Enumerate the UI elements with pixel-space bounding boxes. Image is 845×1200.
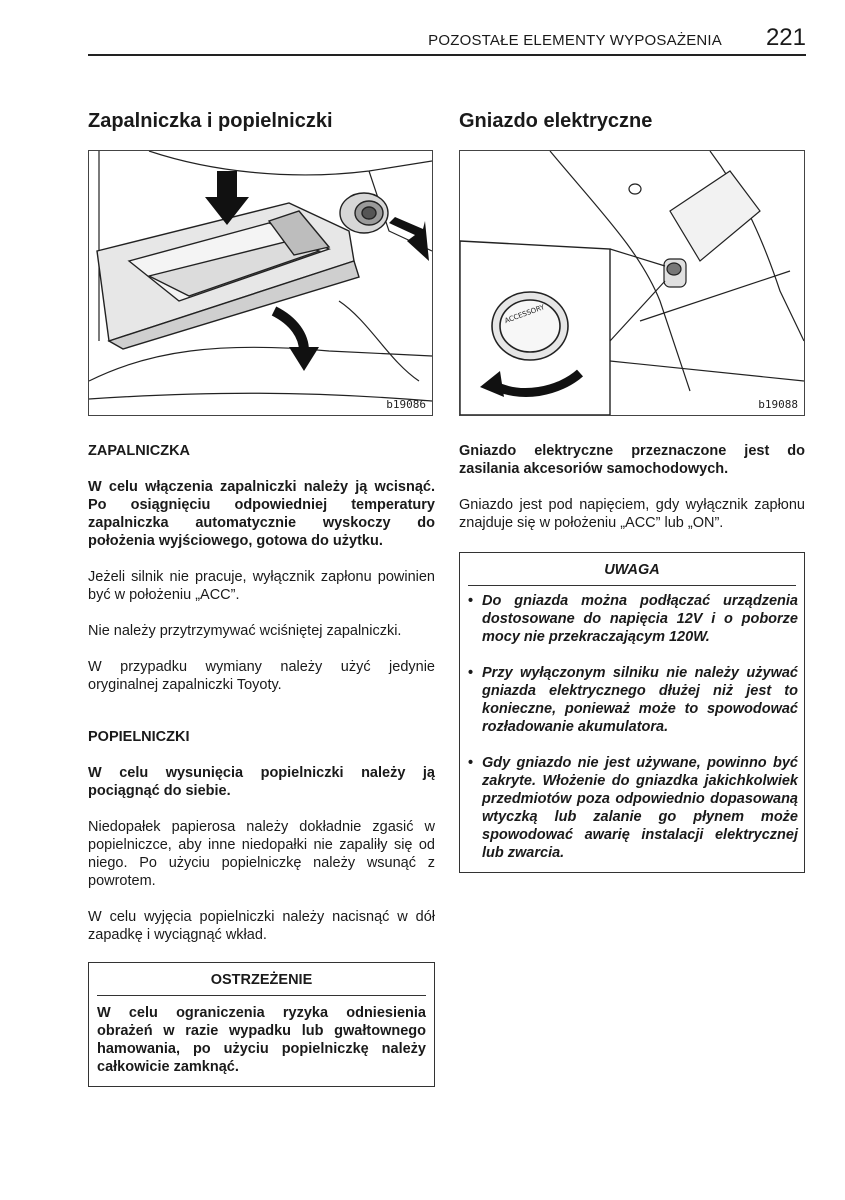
notice-item: • Gdy gniazdo nie jest używane, powinno być zakryte. Włożenie do gniazdka jakichkolwiek przedmiotów poza odpowiednio dopasowaną wtyczką lub zalanie go płynem może spowodować awarię instalacji elektrycznej lub zwarcia.	[466, 754, 798, 862]
figure-code: b19088	[758, 398, 798, 411]
power-outlet-illustration	[460, 151, 804, 415]
lighter-paragraph: Nie należy przytrzymywać wciśniętej zapalniczki.	[88, 623, 402, 639]
lighter-heading: ZAPALNICZKA	[88, 443, 191, 459]
page-number: 221	[765, 24, 806, 51]
notice-box	[459, 552, 805, 873]
lighter-ashtray-title: Zapalniczka i popielniczki	[88, 110, 333, 132]
lighter-paragraph: W przypadku wymiany należy użyć jedynie oryginalnej zapalniczki Toyoty.	[88, 659, 435, 693]
ashtray-heading: POPIELNICZKI	[88, 729, 190, 745]
accessory-cap-label: ACCESSORY	[503, 303, 546, 326]
notice-item: • Przy wyłączonym silniku nie należy używać gniazda elektrycznego dłużej niż jest to konieczne, ponieważ może to spowodować rozładowanie akumulatora.	[466, 664, 798, 736]
notice-item: • Do gniazda można podłączać urządzenia dostosowane do napięcia 12V i o poborze mocy nie przekraczającym 120W.	[466, 592, 798, 646]
left-text	[88, 442, 435, 1087]
ashtray-paragraph: W celu wyjęcia popielniczki należy nacisnąć w dół zapadkę i wyciągnąć wkład.	[88, 909, 435, 943]
notice-list	[460, 586, 804, 862]
power-outlet-title: Gniazdo elektryczne	[459, 110, 653, 132]
power-outlet-figure	[459, 150, 805, 416]
right-text	[459, 442, 805, 873]
ashtray-intro: W celu wysunięcia popielniczki należy ją pociągnąć do siebie.	[88, 765, 435, 799]
section-title: POZOSTAŁE ELEMENTY WYPOSAŻENIA	[428, 32, 722, 49]
notice-title: UWAGA	[468, 553, 796, 586]
ashtray-paragraph: Niedopałek papierosa należy dokładnie zgasić w popielniczce, aby inne niedopałki nie zapaliły się od niego. Po użyciu popielniczkę należy wsunąć z powrotem.	[88, 819, 435, 889]
lighter-ashtray-figure	[88, 150, 433, 416]
warning-box	[88, 962, 435, 1087]
lighter-intro: W celu włączenia zapalniczki należy ją wcisnąć. Po osiągnięciu odpowiedniej temperatury zapalniczka automatycznie wyskoczy do położenia wyjściowego, gotowa do użytku.	[88, 479, 435, 549]
outlet-intro: Gniazdo elektryczne przeznaczone jest do zasilania akcesoriów samochodowych.	[459, 443, 805, 477]
lighter-ashtray-illustration	[89, 151, 432, 415]
warning-title: OSTRZEŻENIE	[97, 963, 426, 996]
lighter-paragraph: Jeżeli silnik nie pracuje, wyłącznik zapłonu powinien być w położeniu „ACC”.	[88, 569, 435, 603]
page-header	[88, 24, 806, 56]
warning-text: W celu ograniczenia ryzyka odniesienia obrażeń w razie wypadku lub gwałtownego hamowania, po użyciu popielniczkę należy całkowicie zamknąć.	[97, 1005, 426, 1075]
outlet-paragraph: Gniazdo jest pod napięciem, gdy wyłącznik zapłonu znajduje się w położeniu „ACC” lub „ON”.	[459, 497, 805, 531]
figure-code: b19086	[386, 398, 426, 411]
